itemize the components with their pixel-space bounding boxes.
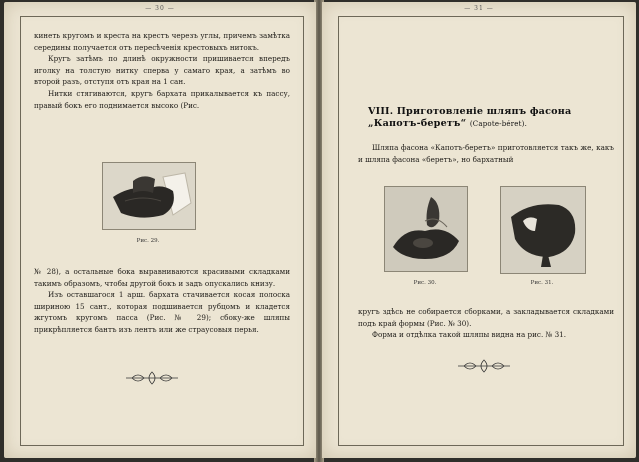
left-page — [4, 2, 316, 458]
ornament-icon — [454, 358, 514, 374]
figure-30-image — [384, 186, 468, 272]
right-paragraph: Форма и отдѣлка такой шляпы видна на рис. № 31. — [372, 330, 567, 340]
left-page-number: — 30 — — [145, 5, 175, 12]
right-text-block-1 — [358, 142, 614, 165]
right-paragraph: Шляпа фасона «Капотъ-беретъ» приготовляется такъ же, какъ и шляпа фасона «беретъ», но бархатный — [358, 143, 614, 164]
right-text-block-2 — [358, 306, 614, 341]
ornament-icon — [122, 370, 182, 386]
figure-31-image — [500, 186, 586, 274]
figure-29-caption: Рис. 29. — [136, 238, 160, 244]
left-paragraph: Нитки стягиваются, кругъ бархата прикалывается къ пассу, правый бокъ его поднимается высоко (Рис. — [34, 88, 290, 110]
right-page — [322, 2, 636, 458]
left-paragraph: Изъ оставшагося 1 арш. бархата стачивается косая полоска шириною 15 сант., которая подшивается рубцомъ и кладется жгутомъ кругомъ пасса (Рис. № 29); сбоку-же шляпы прикрѣпляется бантъ изъ лентъ или же страусовыя перья. — [34, 290, 290, 334]
figure-29-image — [102, 162, 196, 230]
left-paragraph: Кругъ затѣмъ по длинѣ окружности пришивается впередъ иголку на толстую нитку сперва у самаго края, а затѣмъ во второй разъ, отступя отъ края на 1 сан. — [34, 54, 290, 87]
figure-30-caption: Рис. 30. — [413, 280, 437, 286]
left-paragraph: кинеть кругомъ и креста на крестъ черезъ углы, причемъ замѣтка середины получается отъ пересѣченія крестовыхъ нитокъ. — [34, 31, 290, 52]
left-text-block-1 — [34, 30, 290, 111]
chapter-heading-title: VIII. Приготовленіе шляпъ фасона „Капотъ-беретъ“ — [368, 106, 572, 129]
chapter-heading-subtitle: (Capote-béret). — [469, 120, 528, 128]
left-paragraph: № 28), а остальные бока выравниваются красивыми складками такимъ образомъ, чтобы другой бокъ и задъ опускались книзу. — [34, 267, 290, 288]
left-text-block-2 — [34, 266, 290, 336]
chapter-heading — [368, 106, 618, 130]
right-paragraph: кругъ здѣсь не собирается сборками, а закладывается складками подъ край формы (Рис. № 30). — [358, 307, 614, 328]
figure-31-caption: Рис. 31. — [530, 280, 554, 286]
right-page-number: — 31 — — [464, 5, 494, 12]
